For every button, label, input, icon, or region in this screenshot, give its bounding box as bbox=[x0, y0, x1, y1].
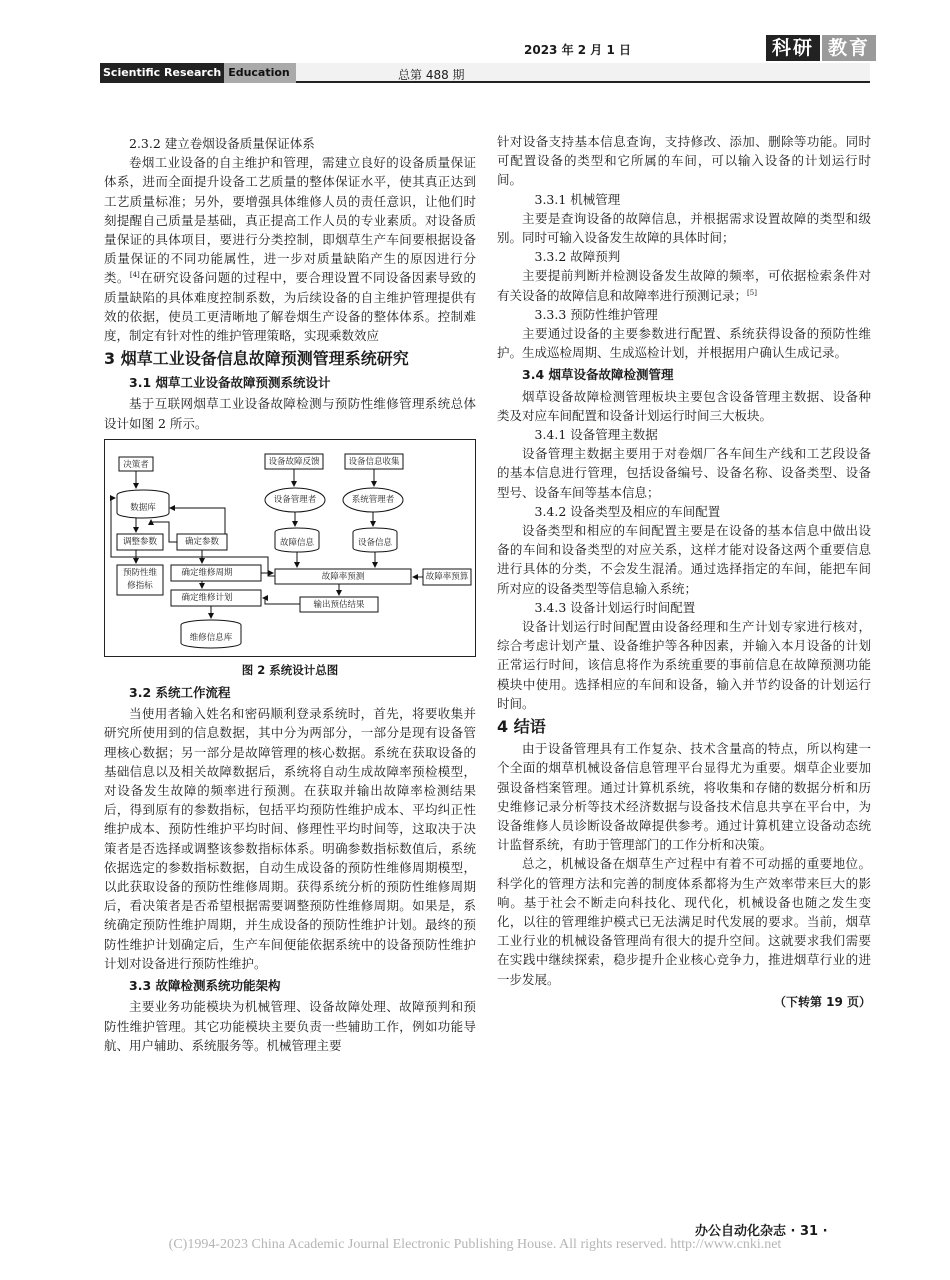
continued-on-page-note: （下转第 19 页） bbox=[773, 994, 871, 1009]
node-fault-rate-forecast: 故障率预算 bbox=[425, 571, 469, 582]
section-banner-part1: Scientific Research bbox=[100, 63, 224, 83]
section-3-4-3-paragraph: 设备计划运行时间配置由设备经理和生产计划专家进行核对，综合考虑计划产量、设备维护等各种因素，并输入本月设备的计划正常运行时间，该信息将作为系统重要的事前信息在故障预测功能模块中使用。选择相应的车间和设备，输入并节约设备的计划运行时间。 bbox=[497, 619, 871, 711]
section-4-paragraph-2: 总之，机械设备在烟草生产过程中有着不可动摇的重要地位。科学化的管理方法和完善的制度体系都将为生产效率带来巨大的影响。基于社会不断走向科技化、现代化，机械设备也随之发生变化，以往的管理维护模式已无法满足时代发展的要求。当前，烟草工业行业的机械设备管理尚有很大的提升空间。这就要求我们需要在实践中继续探索，稳步提升企业核心竞争力，推进烟草行业的进一步发展。 bbox=[497, 856, 871, 987]
section-3-3-3-heading: 3.3.3 预防性维护管理 bbox=[534, 306, 658, 322]
section-3-4-1-heading: 3.4.1 设备管理主数据 bbox=[534, 427, 658, 443]
section-3-1-heading: 3.1 烟草工业设备故障预测系统设计 bbox=[129, 375, 331, 391]
node-decision-maker: 决策者 bbox=[123, 459, 149, 470]
citation-4: [4] bbox=[129, 271, 140, 280]
node-system-manager: 系统管理者 bbox=[351, 494, 395, 505]
node-determine-plan: 确定维修计划 bbox=[181, 592, 233, 603]
node-fault-rate-prediction: 故障率预测 bbox=[321, 571, 365, 582]
section-3-1-paragraph: 基于互联网烟草工业设备故障检测与预防性维修管理系统总体设计如图 2 所示。 bbox=[104, 396, 476, 431]
node-pm-index-line1: 预防性维 bbox=[122, 567, 157, 578]
section-banner-part2: Education bbox=[224, 63, 296, 83]
node-adjust-params: 调整参数 bbox=[122, 536, 157, 547]
citation-5: [5] bbox=[747, 288, 757, 297]
section-logo-part1: 科研 bbox=[766, 35, 820, 61]
issue-date: 2023 年 2 月 1 日 bbox=[524, 43, 631, 57]
section-3-heading: 3 烟草工业设备信息故障预测管理系统研究 bbox=[104, 349, 409, 369]
paragraph-text: 卷烟工业设备的自主维护和管理，需建立良好的设备质量保证体系，进而全面提升设备工艺质量的整体保证水平，使其真正达到工艺质量标准；另外，要增强具体维修人员的责任意识，让他们时刻提醒自己质量是基础，真正提高工作人员的专业素质。对设备质量保证的具体项目，要进行分类控制，即烟草生产车间要根据设备质量保证的不同功能属性，进一步对质量缺陷产生的原因进行分类。 bbox=[104, 155, 476, 286]
section-2-3-2-paragraph bbox=[104, 153, 476, 345]
edge bbox=[263, 598, 300, 604]
section-3-2-heading: 3.2 系统工作流程 bbox=[129, 685, 231, 701]
node-equipment-info: 设备信息 bbox=[357, 537, 392, 548]
section-2-3-2-heading: 2.3.2 建立卷烟设备质量保证体系 bbox=[129, 136, 315, 151]
section-3-3-2-heading: 3.3.2 故障预判 bbox=[534, 249, 621, 265]
node-info-collect: 设备信息收集 bbox=[348, 456, 400, 467]
figure-caption: 图 2 系统设计总图 bbox=[241, 662, 339, 677]
node-pm-index-line2: 修指标 bbox=[127, 580, 153, 591]
copyright-watermark: (C)1994-2023 China Academic Journal Electronic Publishing House. All rights reserved. http://www.cnki.net bbox=[168, 1237, 782, 1252]
section-3-3-2-paragraph bbox=[497, 266, 871, 304]
edge bbox=[170, 508, 225, 534]
figure-diagram-lines bbox=[105, 440, 477, 658]
node-maintenance-db: 维修信息库 bbox=[189, 632, 233, 643]
node-fault-feedback: 设备故障反馈 bbox=[268, 456, 320, 467]
section-3-4-1-paragraph: 设备管理主数据主要用于对卷烟厂各车间生产线和工艺段设备的基本信息进行管理，包括设备编号、设备名称、设备类型、设备型号、设备车间等基本信息； bbox=[497, 446, 871, 500]
section-3-3-paragraph: 主要业务功能模块为机械管理、设备故障处理、故障预判和预防性维护管理。其它功能模块主要负责一些辅助工作，例如功能导航、用户辅助、系统服务等。机械管理主要 bbox=[104, 999, 476, 1053]
node-fault-info: 故障信息 bbox=[279, 537, 314, 548]
section-3-3-1-paragraph: 主要是查询设备的故障信息，并根据需求设置故障的类型和级别。同时可输入设备发生故障的具体时间； bbox=[497, 210, 871, 246]
section-banner bbox=[100, 63, 296, 83]
node-database: 数据库 bbox=[130, 502, 156, 513]
section-3-4-2-paragraph: 设备类型和相应的车间配置主要是在设备的基本信息中做出设备的车间和设备类型的对应关系，这样才能对设备这两个重要信息进行具体的分类，不会发生混淆。通过选择指定的车间，能把车间所对应的设备类型等信息输入系统； bbox=[497, 523, 871, 596]
right-column bbox=[497, 132, 871, 1012]
node-determine-params: 确定参数 bbox=[184, 536, 219, 547]
section-3-4-2-heading: 3.4.2 设备类型及相应的车间配置 bbox=[534, 503, 721, 519]
system-design-figure bbox=[104, 439, 476, 657]
issue-number: 总第 488 期 bbox=[398, 68, 465, 82]
node-output-result: 输出预估结果 bbox=[313, 599, 365, 610]
paragraph-text: 在研究设备问题的过程中，要合理设置不同设备因素导致的质量缺陷的具体难度控制系数，为后续设备的自主维护管理提供有效的依据，使员工更清晰地了解卷烟生产设备的整体体系。控制难度，制定有针对性的维护管理策略，实现乘数效应 bbox=[104, 270, 476, 344]
section-4-paragraph-1: 由于设备管理具有工作复杂、技术含量高的特点，所以构建一个全面的烟草机械设备信息管理平台显得尤为重要。烟草企业要加强设备档案管理。通过计算机系统，将收集和存储的数据分析和历史维修记录分析等技术经济数据与设备技术信息共享在平台中，为设备维修人员诊断设备故障提供参考。通过计算机建立设备动态统计监督系统，有助于管理部门的工作分析和决策。 bbox=[497, 741, 871, 853]
section-logo-part2: 教育 bbox=[822, 35, 876, 61]
continued-paragraph: 针对设备支持基本信息查询，支持修改、添加、删除等功能。同时可配置设备的类型和它所属的车间，可以输入设备的计划运行时间。 bbox=[497, 134, 871, 188]
section-4-heading: 4 结语 bbox=[497, 717, 546, 737]
journal-page-number: 办公自动化杂志 · 31 · bbox=[695, 1224, 828, 1239]
section-3-3-3-paragraph: 主要通过设备的主要参数进行配置、系统获得设备的预防性维护。生成巡检周期、生成巡检计划，并根据用户确认生成记录。 bbox=[497, 326, 871, 361]
section-3-2-paragraph: 当使用者输入姓名和密码顺利登录系统时，首先，将要收集并研究所使用到的信息数据，其中分为两部分，一部分是现有设备管理核心数据；另一部分是故障管理的核心数据。系统在获取设备的基础信息以及相关故障数据后，系统将自动生成故障率预检模型，对设备发生故障的频率进行预测。在获取并输出故障率检测结果后，得到原有的参数指标，包括平均预防性维护成本、平均纠正性维护成本、预防性维护平均时间、修理性平均时间等，这取决于决策者是否选择或调整该参数指标体系。明确参数指标数值后，系统依据选定的参数指标数据，自动生成设备的预防性维修周期模型，以此获取设备的预防性维修周期。获得系统分析的预防性维修周期后，看决策者是否希望根据需要调整预防性维修周期。如果是，系统确定预防性维护周期，并生成设备的预防性维护计划。最终的预防性维护计划确定后，生产车间便能依据系统中的设备预防性维护计划对设备进行预防性维护。 bbox=[104, 706, 476, 971]
paragraph-text: 主要提前判断并检测设备发生故障的频率，可依据检索条件对有关设备的故障信息和故障率进行预测记录； bbox=[497, 268, 871, 303]
section-3-4-heading: 3.4 烟草设备故障检测管理 bbox=[522, 367, 674, 383]
section-3-4-paragraph: 烟草设备故障检测管理板块主要包含设备管理主数据、设备种类及对应车间配置和设备计划运行时间三大板块。 bbox=[497, 388, 871, 423]
left-column bbox=[104, 134, 476, 1055]
node-equipment-manager: 设备管理者 bbox=[273, 494, 317, 505]
section-3-3-1-heading: 3.3.1 机械管理 bbox=[534, 191, 621, 207]
section-logo bbox=[766, 35, 876, 61]
node-determine-cycle: 确定维修周期 bbox=[181, 567, 233, 578]
section-3-3-heading: 3.3 故障检测系统功能架构 bbox=[129, 978, 281, 994]
section-3-4-3-heading: 3.4.3 设备计划运行时间配置 bbox=[534, 599, 696, 615]
